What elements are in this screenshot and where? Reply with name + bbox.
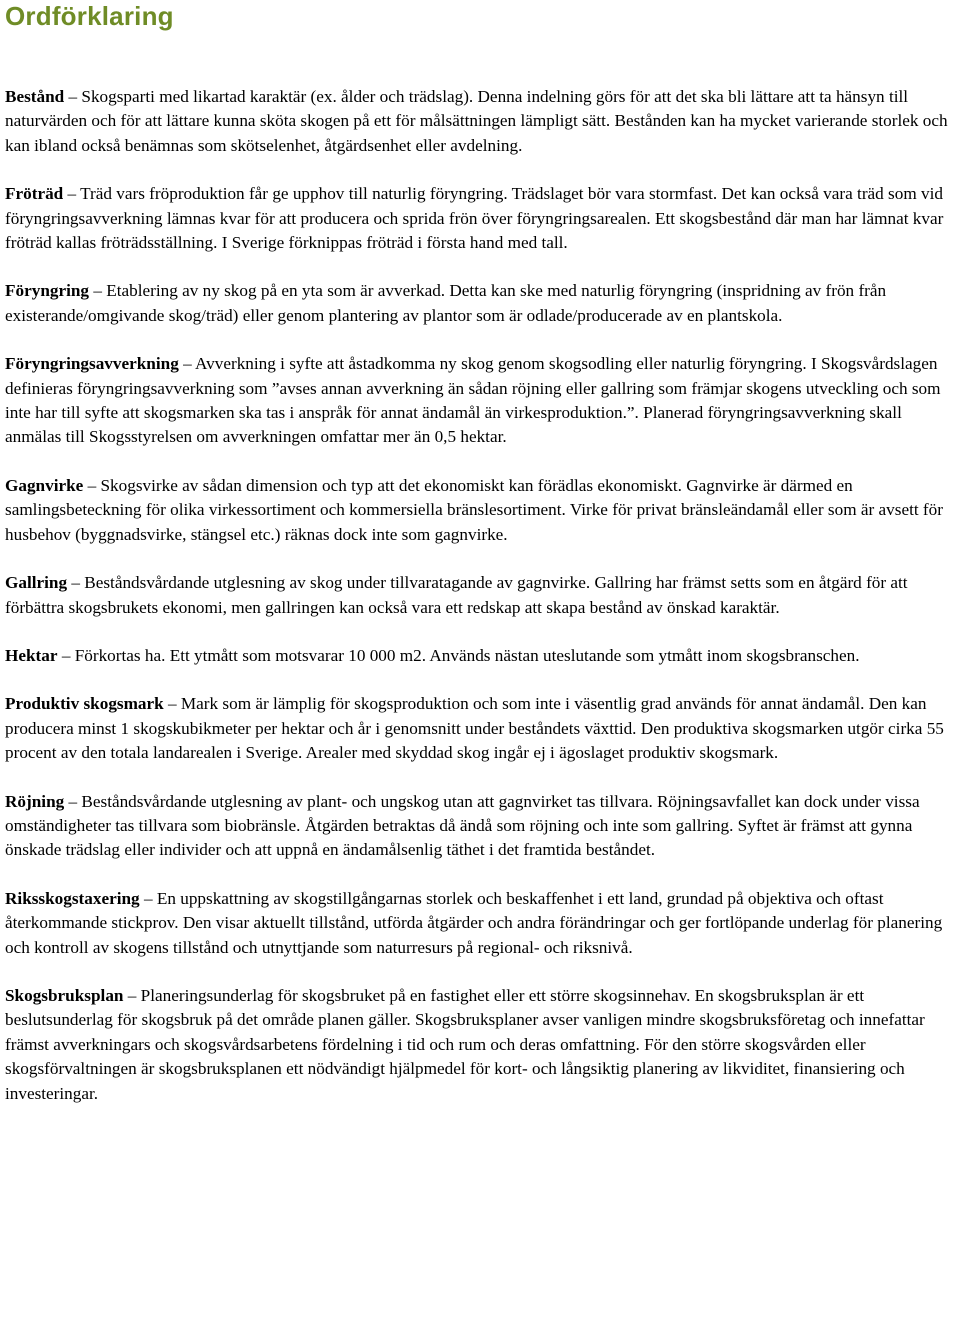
glossary-entry-foryngring	[5, 279, 950, 328]
glossary-definition: – Träd vars fröproduktion får ge upphov till naturlig föryngring. Trädslaget bör vara stormfast. Det kan också vara träd som vid föryngringsavverkning lämnas kvar för att producera och sprida frön över föryngringsarealen. Ett skogsbestånd där man har lämnat kvar fröträd kallas fröträdsställning. I Sverige förknippas fröträd i första hand med tall.	[5, 184, 944, 253]
glossary-term: Röjning	[5, 791, 65, 811]
glossary-entry-frotrad	[5, 182, 950, 255]
glossary-definition: – En uppskattning av skogstillgångarnas storlek och beskaffenhet i ett land, grundad på objektiva och oftast återkommande stickprov. Den visar aktuellt tillstånd, utförda åtgärder och andra förändringar och ger fortlöpande underlag för planering och kontroll av skogens tillstånd och utnyttjande som naturresurs på regional- och riksnivå.	[5, 888, 943, 957]
glossary-term: Föryngringsavverkning	[5, 354, 179, 374]
glossary-definition: – Avverkning i syfte att åstadkomma ny skog genom skogsodling eller naturlig föryngring. I Skogsvårdslagen definieras föryngringsavverkning som ”avses annan avverkning än sådan röjning eller gallring som främjar skogens utveckling och som inte har till syfte att skogsmarken ska tas i anspråk för annat ändamål än virkesproduktion.”. Planerad föryngringsavverkning skall anmälas till Skogsstyrelsen om avverkningen omfattar mer än 0,5 hektar.	[5, 354, 941, 447]
glossary-entry-skogsbruksplan	[5, 984, 950, 1106]
glossary-definition: – Etablering av ny skog på en yta som är avverkad. Detta kan ske med naturlig föryngring (inspridning av frön från existerande/omgivande skog/träd) eller genom plantering av plantor som är odlade/producerade av en plantskola.	[5, 281, 887, 325]
page-title: Ordförklaring	[5, 1, 174, 31]
glossary-term: Skogsbruksplan	[5, 985, 124, 1005]
glossary-term: Gagnvirke	[5, 475, 84, 495]
glossary-entry-bestand	[5, 85, 950, 158]
glossary-entry-riksskogstaxering	[5, 887, 950, 960]
glossary-entry-gagnvirke	[5, 474, 950, 547]
glossary-entry-foryngringsavverkning	[5, 352, 950, 450]
glossary-definition: – Förkortas ha. Ett ytmått som motsvarar 10 000 m2. Används nästan uteslutande som ytmått inom skogsbranschen.	[57, 645, 860, 665]
glossary-entry-hektar	[5, 644, 950, 668]
glossary-definition: – Beståndsvårdande utglesning av skog under tillvaratagande av gagnvirke. Gallring har främst setts som en åtgärd för att förbättra skogsbrukets ekonomi, men gallringen kan också vara ett redskap att skapa bestånd av önskad karaktär.	[5, 573, 908, 617]
glossary-definition: – Planeringsunderlag för skogsbruket på en fastighet eller ett större skogsinnehav. En skogsbruksplan är ett beslutsunderlag för skogsbruk på det område planen gäller. Skogsbruksplaner avser vanligen mindre skogsbruksföretag och innefattar främst avverkningars och skogsvårdsarbetens fördelning i tid och rum och deras omfattning. För den större skogsvården eller skogsförvaltningen är skogsbruksplanen ett nödvändigt hjälpmedel för kort- och långsiktig planering av likviditet, finansiering och investeringar.	[5, 985, 925, 1103]
glossary-term: Fröträd	[5, 184, 64, 204]
glossary-entry-produktiv-skogsmark	[5, 692, 950, 765]
glossary-definition: – Skogsparti med likartad karaktär (ex. ålder och trädslag). Denna indelning görs för att det ska bli lättare att ta hänsyn till naturvärden och för att lättare kunna sköta skogen på ett för målsättningen lämpligt sätt. Bestånden kan ha mycket varierande storlek och kan ibland också benämnas som skötselenhet, åtgärdsenhet eller avdelning.	[5, 87, 948, 155]
glossary-term: Produktiv skogsmark	[5, 694, 164, 714]
glossary-entry-gallring	[5, 571, 950, 620]
glossary-definition: – Mark som är lämplig för skogsproduktion och som inte i väsentlig grad används för annat ändamål. Den kan producera minst 1 skogskubikmeter per hektar och år i genomsnitt under beståndets växttid. Den produktiva skogsmarken utgör cirka 55 procent av den totala landarealen i Sverige. Arealer med skyddad skog ingår ej i ägoslaget produktiv skogsmark.	[5, 694, 944, 763]
glossary-definition: – Skogsvirke av sådan dimension och typ att det ekonomiskt kan förädlas ekonomiskt. Gagnvirke är därmed en samlingsbeteckning för olika virkessortiment och kommersiella bränslesortiment. Virke för privat bränsleändamål eller som är avsett för husbehov (byggnadsvirke, stängsel etc.) räknas dock inte som gagnvirke.	[5, 475, 943, 544]
glossary-term: Hektar	[5, 645, 58, 665]
glossary-list	[5, 85, 950, 1130]
glossary-term: Bestånd	[5, 87, 65, 106]
glossary-definition: – Beståndsvårdande utglesning av plant- och ungskog utan att gagnvirket tas tillvara. Röjningsavfallet kan dock under vissa omständigheter tas tillvara som biobränsle. Åtgärden betraktas då ändå som röjning och inte som gallring. Syftet är främst att gynna önskade trädslag eller individer och att uppnå en ändamålsenlig täthet i det framtida beståndet.	[5, 791, 920, 860]
glossary-term: Föryngring	[5, 281, 90, 301]
glossary-term: Riksskogstaxering	[5, 888, 140, 908]
glossary-entry-rojning	[5, 790, 950, 863]
glossary-term: Gallring	[5, 573, 68, 593]
